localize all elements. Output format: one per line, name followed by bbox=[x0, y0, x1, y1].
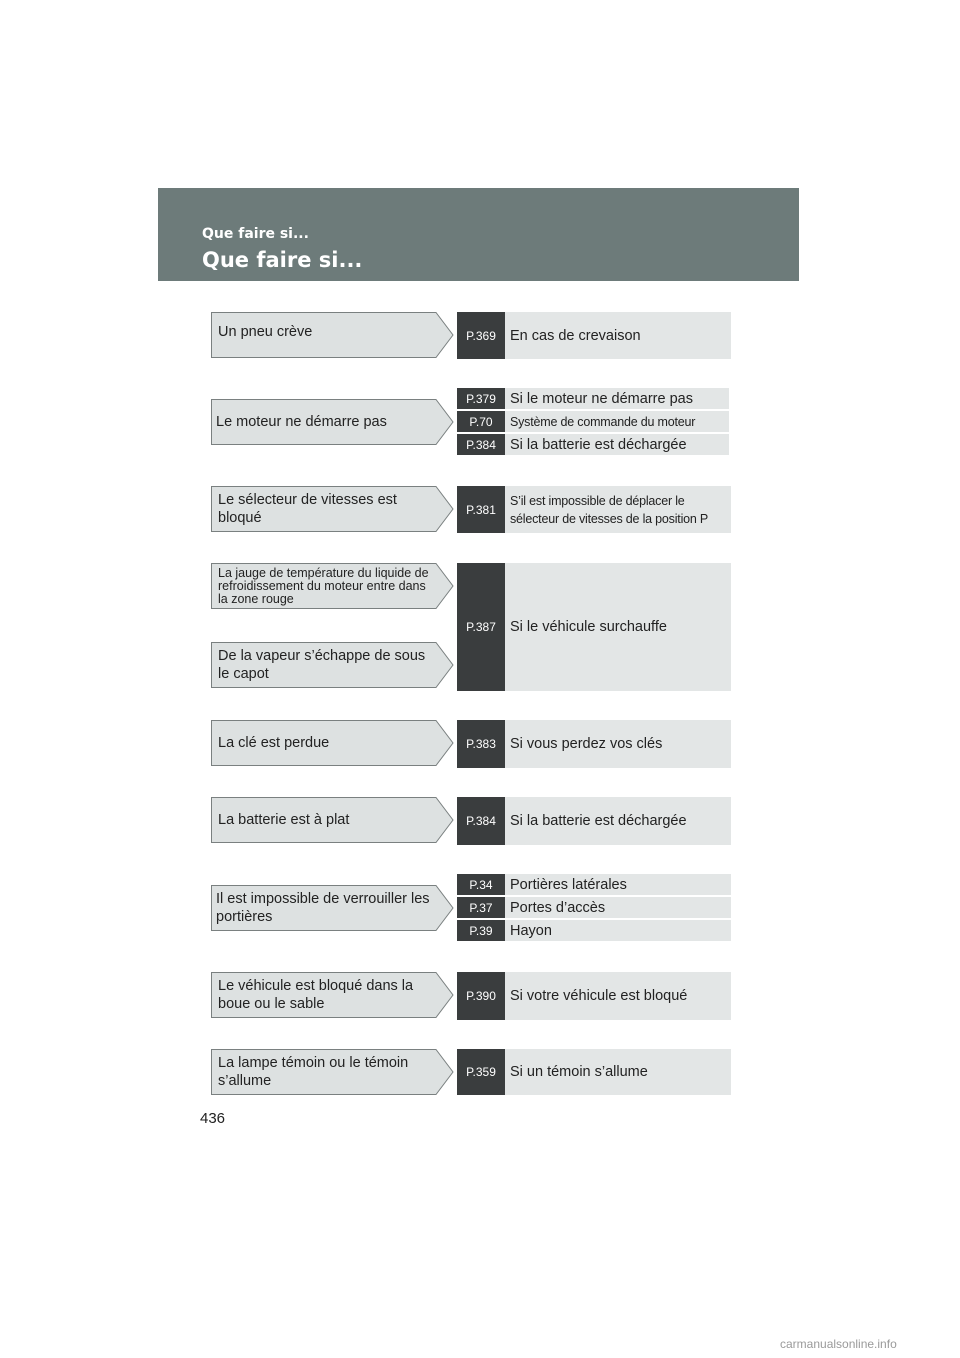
answer-text: Portes d’accès bbox=[505, 897, 731, 918]
answer-row[interactable] bbox=[457, 388, 729, 409]
section-header bbox=[158, 188, 799, 281]
page-ref: P.390 bbox=[457, 972, 505, 1020]
page-ref: P.37 bbox=[457, 897, 505, 918]
answer-row[interactable] bbox=[457, 486, 731, 533]
question-text: La clé est perdue bbox=[218, 735, 330, 751]
question-box bbox=[211, 642, 454, 688]
answer-row[interactable] bbox=[457, 411, 729, 432]
question-box bbox=[211, 486, 454, 532]
answer-text: Si le moteur ne démarre pas bbox=[505, 388, 729, 409]
answer-text: Si votre véhicule est bloqué bbox=[505, 972, 731, 1020]
answer-text: Si un témoin s’allume bbox=[505, 1049, 731, 1095]
answer-text: Si la batterie est déchargée bbox=[505, 434, 729, 455]
question-text: La lampe témoin ou le témoin s’allume bbox=[218, 1055, 409, 1089]
section-subtitle: Que faire si... bbox=[202, 226, 309, 242]
answer-row[interactable] bbox=[457, 1049, 731, 1095]
answer-text: Si la batterie est déchargée bbox=[505, 797, 731, 845]
question-box bbox=[211, 1049, 454, 1095]
page-ref: P.39 bbox=[457, 920, 505, 941]
question-box bbox=[211, 885, 454, 931]
page-ref: P.381 bbox=[457, 486, 505, 533]
question-text: Le véhicule est bloqué dans la boue ou le sable bbox=[218, 978, 414, 1012]
page-ref: P.383 bbox=[457, 720, 505, 768]
question-text: Un pneu crève bbox=[218, 324, 313, 340]
page-ref: P.387 bbox=[457, 563, 505, 691]
answer-text: En cas de crevaison bbox=[505, 312, 731, 359]
answer-row[interactable] bbox=[457, 972, 731, 1020]
question-text: La batterie est à plat bbox=[218, 812, 350, 828]
answer-row[interactable] bbox=[457, 897, 731, 918]
page-number: 436 bbox=[200, 1110, 226, 1127]
question-text: Le sélecteur de vitesses est bloqué bbox=[218, 492, 397, 526]
question-text: Il est impossible de verrouiller les portières bbox=[216, 891, 430, 925]
answer-text: Système de commande du moteur bbox=[505, 411, 729, 432]
answer-row[interactable] bbox=[457, 720, 731, 768]
watermark: carmanualsonline.info bbox=[780, 1337, 897, 1351]
answer-text: Portières latérales bbox=[505, 874, 731, 895]
answer-row[interactable] bbox=[457, 434, 729, 455]
question-box bbox=[211, 720, 454, 766]
question-box bbox=[211, 563, 454, 609]
answer-row[interactable] bbox=[457, 797, 731, 845]
page-ref: P.34 bbox=[457, 874, 505, 895]
answer-row[interactable] bbox=[457, 920, 731, 941]
page-ref: P.384 bbox=[457, 434, 505, 455]
answer-text: S’il est impossible de déplacer le sélecteur de vitesses de la position P bbox=[505, 486, 731, 533]
section-title: Que faire si... bbox=[202, 248, 363, 272]
answer-row[interactable] bbox=[457, 563, 731, 691]
question-box bbox=[211, 972, 454, 1018]
page-ref: P.384 bbox=[457, 797, 505, 845]
answer-text: Hayon bbox=[505, 920, 731, 941]
page-ref: P.369 bbox=[457, 312, 505, 359]
page-ref: P.359 bbox=[457, 1049, 505, 1095]
answer-row[interactable] bbox=[457, 312, 731, 359]
question-text: La jauge de température du liquide de refroidissement du moteur entre dans la zone rouge bbox=[218, 565, 429, 606]
answer-text: Si vous perdez vos clés bbox=[505, 720, 731, 768]
answer-text: Si le véhicule surchauffe bbox=[505, 563, 731, 691]
question-text: Le moteur ne démarre pas bbox=[216, 414, 387, 430]
page-ref: P.70 bbox=[457, 411, 505, 432]
question-box bbox=[211, 399, 454, 445]
question-box bbox=[211, 312, 454, 358]
question-box bbox=[211, 797, 454, 843]
question-text: De la vapeur s’échappe de sous le capot bbox=[218, 648, 426, 682]
answer-row[interactable] bbox=[457, 874, 731, 895]
page-ref: P.379 bbox=[457, 388, 505, 409]
